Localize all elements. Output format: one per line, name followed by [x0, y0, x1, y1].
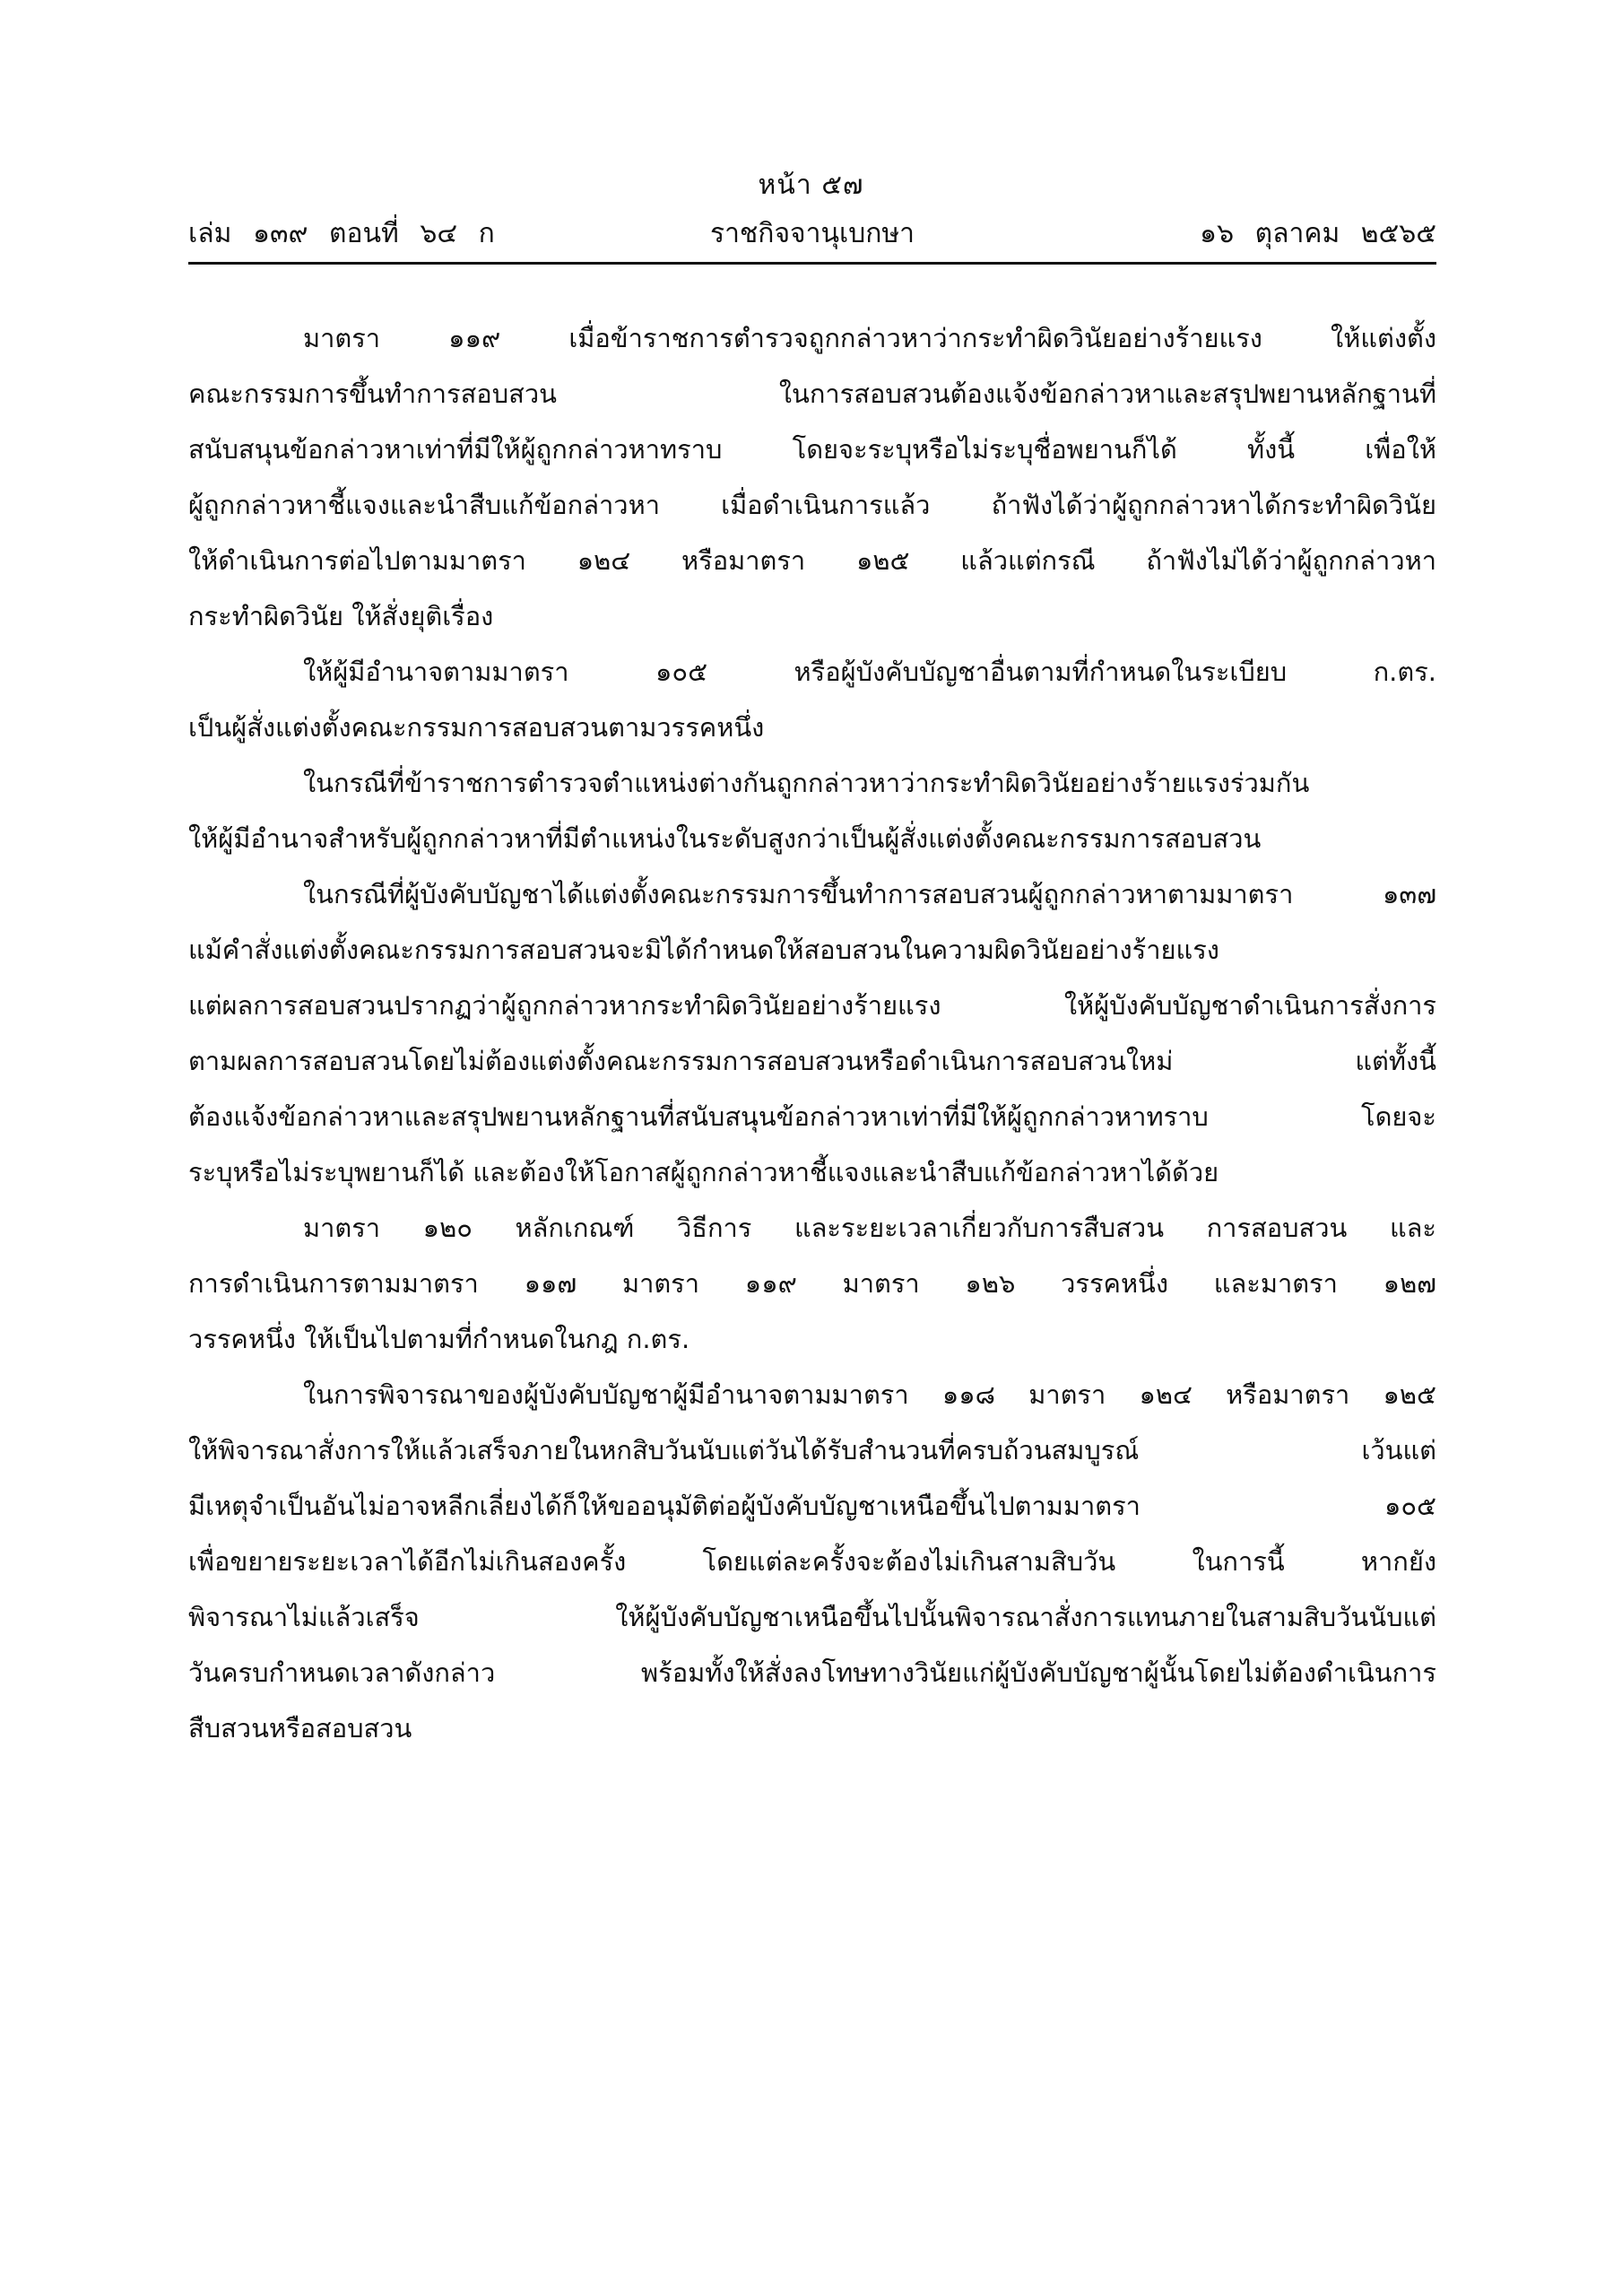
text-line: กระทำผิดวินัย ให้สั่งยุติเรื่อง: [188, 601, 494, 631]
document-body: [188, 310, 1436, 1756]
volume-issue: เล่ม ๑๓๙ ตอนที่ ๖๔ ก: [188, 218, 495, 249]
text-line: ระบุหรือไม่ระบุพยานก็ได้ และต้องให้โอกาสผู้ถูกกล่าวหาชี้แจงและนำสืบแก้ข้อกล่าวหาได้ด้วย: [188, 1157, 1219, 1187]
text-line: พิจารณาไม่แล้วเสร็จ ให้ผู้บังคับบัญชาเหนือขึ้นไปนั้นพิจารณาสั่งการแทนภายในสามสิบวันนับแต่: [188, 1602, 1436, 1632]
publication-date: ๑๖ ตุลาคม ๒๕๖๕: [1200, 218, 1436, 249]
text-line: แม้คำสั่งแต่งตั้งคณะกรรมการสอบสวนจะมิได้กำหนดให้สอบสวนในความผิดวินัยอย่างร้ายแรง: [188, 935, 1219, 965]
text-line: แต่ผลการสอบสวนปรากฏว่าผู้ถูกกล่าวหากระทำผิดวินัยอย่างร้ายแรง ให้ผู้บังคับบัญชาดำเนินการสั่งการ: [188, 990, 1436, 1021]
text-line: สนับสนุนข้อกล่าวหาเท่าที่มีให้ผู้ถูกกล่าวหาทราบ โดยจะระบุหรือไม่ระบุชื่อพยานก็ได้ ทั้งนี้ เพื่อให้: [188, 434, 1436, 465]
running-header: [188, 213, 1436, 248]
text-line: วันครบกำหนดเวลาดังกล่าว พร้อมทั้งให้สั่งลงโทษทางวินัยแก่ผู้บังคับบัญชาผู้นั้นโดยไม่ต้องดำเนินการ: [188, 1657, 1436, 1688]
text-line: ในกรณีที่ผู้บังคับบัญชาได้แต่งตั้งคณะกรรมการขึ้นทำการสอบสวนผู้ถูกกล่าวหาตามมาตรา ๑๓๗: [303, 879, 1436, 909]
text-line: ตามผลการสอบสวนโดยไม่ต้องแต่งตั้งคณะกรรมการสอบสวนหรือดำเนินการสอบสวนใหม่ แต่ทั้งนี้: [188, 1046, 1436, 1076]
publication-title: ราชกิจจานุเบกษา: [709, 218, 915, 249]
text-line: ในกรณีที่ข้าราชการตำรวจตำแหน่งต่างกันถูกกล่าวหาว่ากระทำผิดวินัยอย่างร้ายแรงร่วมกัน: [303, 768, 1310, 798]
text-line: เพื่อขยายระยะเวลาได้อีกไม่เกินสองครั้ง โดยแต่ละครั้งจะต้องไม่เกินสามสิบวัน ในการนี้ หากยัง: [188, 1546, 1436, 1577]
text-line: ให้ดำเนินการต่อไปตามมาตรา ๑๒๔ หรือมาตรา ๑๒๕ แล้วแต่กรณี ถ้าฟังไม่ได้ว่าผู้ถูกกล่าวหา: [188, 545, 1436, 576]
header-divider: [188, 262, 1436, 265]
text-line: สืบสวนหรือสอบสวน: [188, 1713, 412, 1744]
text-line: ในการพิจารณาของผู้บังคับบัญชาผู้มีอำนาจตามมาตรา ๑๑๘ มาตรา ๑๒๔ หรือมาตรา ๑๒๕: [303, 1379, 1436, 1410]
text-line: เป็นผู้สั่งแต่งตั้งคณะกรรมการสอบสวนตามวรรคหนึ่ง: [188, 712, 765, 743]
text-line: วรรคหนึ่ง ให้เป็นไปตามที่กำหนดในกฎ ก.ตร.: [188, 1324, 690, 1354]
text-line: มีเหตุจำเป็นอันไม่อาจหลีกเลี่ยงได้ก็ให้ขออนุมัติต่อผู้บังคับบัญชาเหนือขึ้นไปตามมาตรา ๑๐๕: [188, 1491, 1436, 1521]
text-line: ต้องแจ้งข้อกล่าวหาและสรุปพยานหลักฐานที่สนับสนุนข้อกล่าวหาเท่าที่มีให้ผู้ถูกกล่าวหาทราบ โดยจะ: [188, 1101, 1436, 1132]
text-line: คณะกรรมการขึ้นทำการสอบสวน ในการสอบสวนต้องแจ้งข้อกล่าวหาและสรุปพยานหลักฐานที่: [188, 378, 1436, 409]
text-line: มาตรา ๑๒๐ หลักเกณฑ์ วิธีการ และระยะเวลาเกี่ยวกับการสืบสวน การสอบสวน และ: [303, 1213, 1436, 1243]
text-line: ให้ผู้มีอำนาจตามมาตรา ๑๐๕ หรือผู้บังคับบัญชาอื่นตามที่กำหนดในระเบียบ ก.ตร.: [303, 657, 1436, 687]
text-line: ให้ผู้มีอำนาจสำหรับผู้ถูกกล่าวหาที่มีตำแหน่งในระดับสูงกว่าเป็นผู้สั่งแต่งตั้งคณะกรรมการสอบสวน: [188, 823, 1262, 854]
text-line: การดำเนินการตามมาตรา ๑๑๗ มาตรา ๑๑๙ มาตรา ๑๒๖ วรรคหนึ่ง และมาตรา ๑๒๗: [188, 1268, 1436, 1299]
text-line: ผู้ถูกกล่าวหาชี้แจงและนำสืบแก้ข้อกล่าวหา เมื่อดำเนินการแล้ว ถ้าฟังได้ว่าผู้ถูกกล่าวหาได้กระทำผิดวินัย: [188, 490, 1436, 520]
text-line: มาตรา ๑๑๙ เมื่อข้าราชการตำรวจถูกกล่าวหาว่ากระทำผิดวินัยอย่างร้ายแรง ให้แต่งตั้ง: [303, 323, 1436, 353]
text-line: ให้พิจารณาสั่งการให้แล้วเสร็จภายในหกสิบวันนับแต่วันได้รับสำนวนที่ครบถ้วนสมบูรณ์ เว้นแต่: [188, 1435, 1436, 1465]
page-number: หน้า ๕๗: [758, 170, 864, 201]
